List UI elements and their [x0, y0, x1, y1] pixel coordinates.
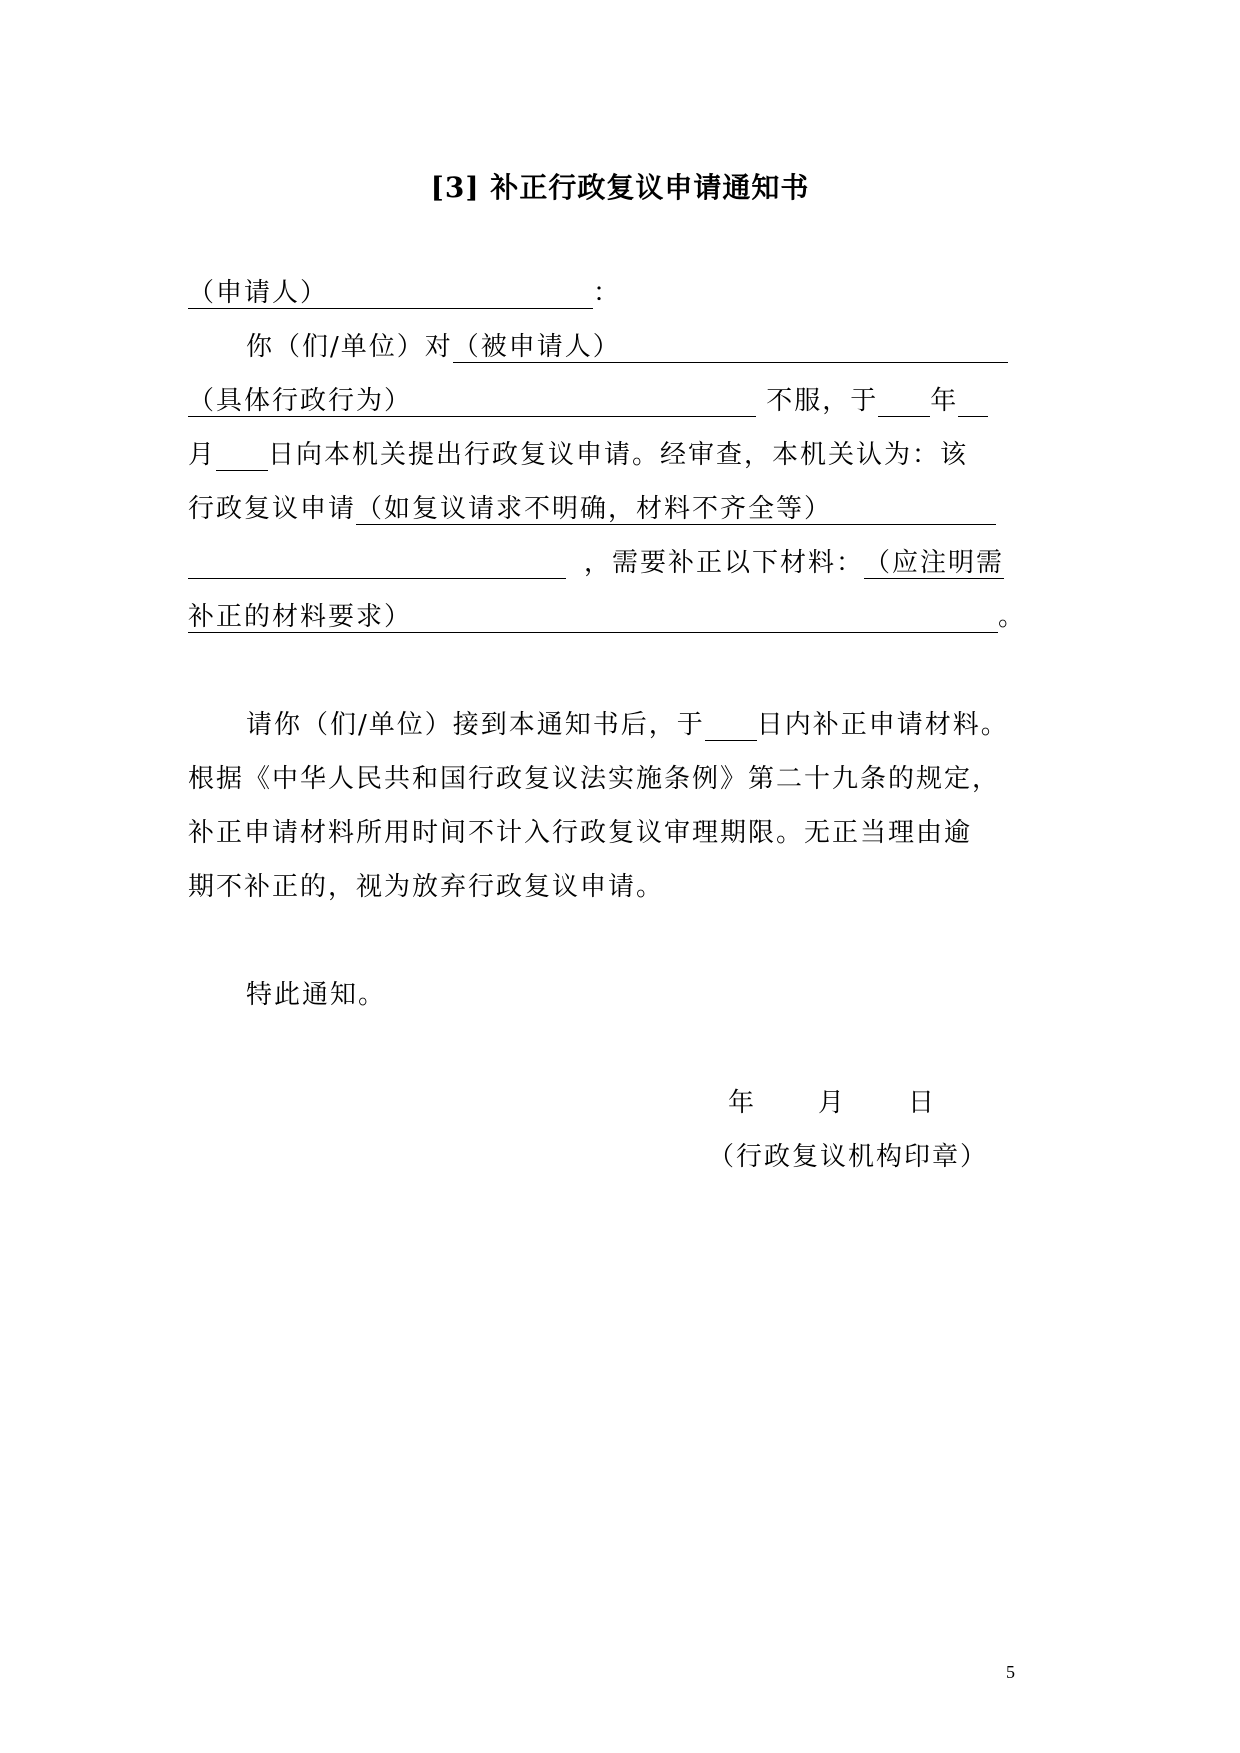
date-day: 日 [908, 1088, 937, 1118]
action-field[interactable] [188, 384, 756, 417]
para2-line3: 补正申请材料所用时间不计入行政复议审理期限。无正当理由逾 [188, 818, 973, 848]
days-blank[interactable] [705, 708, 757, 741]
para1-text: ，需要补正以下材料： [584, 548, 865, 578]
para1-line4 [188, 492, 996, 526]
reason-field-cont[interactable] [188, 546, 566, 579]
closing-text: 特此通知。 [246, 980, 387, 1010]
para1-text: 不服，于 [756, 386, 879, 416]
para2-line4: 期不补正的，视为放弃行政复议申请。 [188, 872, 665, 902]
action-placeholder: （具体行政行为） [188, 386, 413, 416]
date-month: 月 [818, 1088, 847, 1118]
date-line [728, 1086, 936, 1120]
para2-text: 请你（们/单位）接到本通知书后，于 [246, 710, 705, 740]
respondent-field[interactable] [453, 330, 1008, 363]
requirement-field-cont[interactable] [188, 600, 998, 633]
requirement-placeholder: （应注明需 [864, 548, 1005, 578]
respondent-placeholder: （被申请人） [452, 332, 621, 362]
year-blank[interactable] [878, 384, 930, 417]
day-blank[interactable] [216, 438, 268, 471]
para1-text: 行政复议申请 [188, 494, 357, 524]
para1-line5 [188, 546, 1004, 580]
year-label: 年 [930, 386, 959, 416]
seal-text: （行政复议机构印章） [708, 1142, 989, 1172]
page-number: 5 [1006, 1662, 1015, 1682]
month-label: 月 [188, 440, 217, 470]
reason-field[interactable] [356, 492, 996, 525]
para2-text: 日内补正申请材料。 [756, 710, 1009, 740]
requirement-field[interactable] [864, 546, 1004, 579]
applicant-line [188, 276, 621, 310]
para1-line2 [188, 384, 988, 418]
applicant-colon: ： [593, 278, 622, 308]
para1-text: 日向本机关提出行政复议申请。经审查，本机关认为：该 [268, 440, 969, 470]
para1-text: 你（们/单位）对 [246, 332, 453, 362]
reason-placeholder: （如复议请求不明确，材料不齐全等） [356, 494, 833, 524]
para2-line1 [246, 708, 1009, 742]
para1-line3 [188, 438, 968, 472]
para1-line6 [188, 600, 1026, 634]
para1-line1 [246, 330, 1008, 364]
date-year: 年 [728, 1088, 757, 1118]
para1-end: 。 [998, 602, 1027, 632]
requirement-placeholder-cont: 补正的材料要求） [188, 602, 413, 632]
month-blank-start[interactable] [958, 384, 988, 417]
document-title: [3] 补正行政复议申请通知书 [430, 171, 810, 204]
applicant-placeholder: （申请人） [188, 278, 329, 308]
para2-line2: 根据《中华人民共和国行政复议法实施条例》第二十九条的规定， [188, 764, 1001, 794]
applicant-field[interactable] [188, 276, 593, 309]
